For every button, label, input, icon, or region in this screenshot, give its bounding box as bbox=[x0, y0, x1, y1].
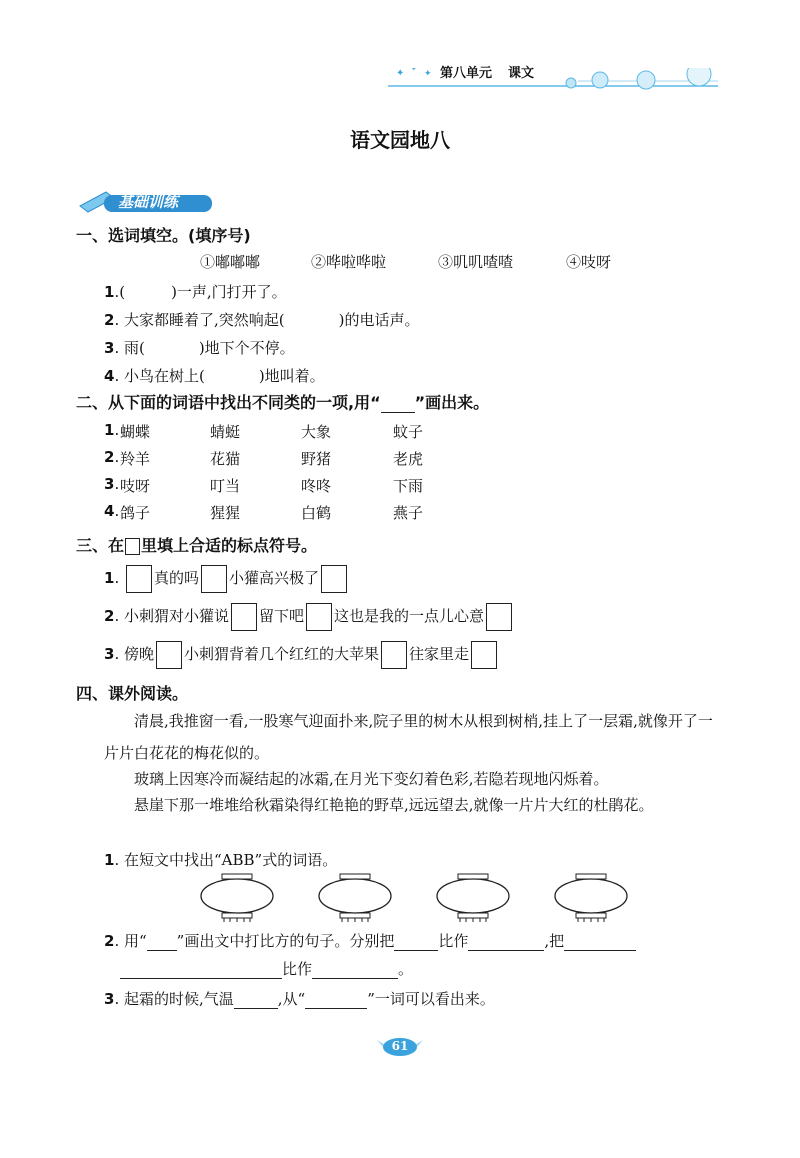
item-text: . 小鸟在树上( bbox=[114, 367, 205, 385]
punctuation-box[interactable] bbox=[306, 603, 332, 631]
s2-row-4: 4. bbox=[104, 502, 120, 520]
heading-text: 二、从下面的词语中找出不同类的一项,用“ bbox=[76, 393, 381, 412]
s1-item-4 bbox=[104, 365, 325, 386]
item-text: 小獾高兴极了 bbox=[229, 569, 320, 587]
word[interactable]: 羚羊 bbox=[120, 450, 151, 468]
item-number: 1 bbox=[104, 421, 115, 439]
item-text: 小刺猬背着几个红红的大苹果 bbox=[184, 645, 380, 663]
box-sample bbox=[125, 538, 140, 555]
item-text: 这也是我的一点儿心意 bbox=[334, 607, 485, 625]
word[interactable]: 老虎 bbox=[393, 450, 424, 468]
item-text: 傍晚 bbox=[124, 645, 155, 663]
reading-paragraph-1: 清晨,我推窗一看,一股寒气迎面扑来,院子里的树木从根到树梢,挂上了一层霜,就像开了一片片白花花的梅花似的。 bbox=[104, 712, 713, 762]
s2-row-3: 3. bbox=[104, 475, 120, 493]
badge-label: 基础训练 bbox=[118, 193, 179, 211]
word[interactable]: 蜻蜓 bbox=[210, 423, 241, 441]
header-lesson: 课文 bbox=[508, 66, 535, 81]
item-text: . 雨( bbox=[114, 339, 145, 357]
item-number: 4 bbox=[104, 502, 115, 520]
header-unit: 第八单元 bbox=[440, 66, 493, 81]
item-number: 3 bbox=[104, 645, 115, 663]
answer-blank[interactable] bbox=[564, 934, 636, 951]
page-number: 61 bbox=[391, 1039, 409, 1053]
answer-blank[interactable] bbox=[312, 962, 398, 979]
item-number: 2 bbox=[104, 607, 115, 625]
s4-question-1 bbox=[104, 849, 337, 870]
star-icon: ✦ bbox=[410, 68, 418, 74]
item-number: 1 bbox=[104, 569, 115, 587]
word[interactable]: 蚊子 bbox=[393, 423, 424, 441]
item-number: 3 bbox=[104, 990, 115, 1008]
section1-heading: 一、选词填空。(填序号) bbox=[76, 226, 251, 245]
item-text: )的电话声。 bbox=[338, 311, 420, 329]
item-text: 真的吗 bbox=[154, 569, 200, 587]
item-number: 1 bbox=[104, 283, 115, 301]
question-text: ”画出文中打比方的句子。分别把 bbox=[176, 932, 395, 950]
item-number: 3 bbox=[104, 475, 115, 493]
s3-item-3: 3. 傍晚 小刺猬背着几个红红的大苹果 往家里走 bbox=[104, 641, 499, 669]
lantern-icon bbox=[201, 874, 273, 922]
star-icon: ✦ bbox=[396, 68, 405, 79]
question-text: ,把 bbox=[544, 932, 565, 950]
item-number: 2 bbox=[104, 932, 115, 950]
s4-question-2 bbox=[104, 930, 636, 951]
reading-paragraph-2: 玻璃上因寒冷而凝结起的冰霜,在月光下变幻着色彩,若隐若现地闪烁着。 bbox=[134, 770, 609, 788]
answer-blank[interactable] bbox=[120, 962, 282, 979]
section4-heading: 四、课外阅读。 bbox=[76, 684, 189, 703]
answer-blank[interactable] bbox=[468, 934, 544, 951]
question-text: 。 bbox=[398, 960, 414, 978]
item-text: .( bbox=[114, 283, 126, 301]
question-text: . 起霜的时候,气温 bbox=[114, 990, 234, 1008]
item-text: )一声,门打开了。 bbox=[171, 283, 287, 301]
header-bar bbox=[388, 68, 718, 90]
option-4: ④吱呀 bbox=[566, 253, 612, 271]
star-icon: ✦ bbox=[424, 69, 432, 79]
item-text: 留下吧 bbox=[259, 607, 305, 625]
s3-item-2: 2. 小刺猬对小獾说 留下吧 这也是我的一点儿心意 bbox=[104, 603, 514, 631]
option-3: ③叽叽喳喳 bbox=[438, 253, 514, 271]
question-text: . 在短文中找出“ABB”式的词语。 bbox=[114, 851, 338, 869]
item-number: 4 bbox=[104, 367, 115, 385]
word[interactable]: 吱呀 bbox=[120, 477, 151, 495]
s2-row-1: 1. bbox=[104, 421, 120, 439]
page-title: 语文园地八 bbox=[350, 128, 450, 152]
word[interactable]: 咚咚 bbox=[301, 477, 332, 495]
question-text: . 用“ bbox=[114, 932, 147, 950]
lantern-answer-row bbox=[200, 872, 640, 924]
punctuation-box[interactable] bbox=[231, 603, 257, 631]
item-text: 往家里走 bbox=[409, 645, 470, 663]
item-number: 2 bbox=[104, 448, 115, 466]
s2-row-2: 2. bbox=[104, 448, 120, 466]
s4-question-3 bbox=[104, 988, 495, 1009]
item-number: 3 bbox=[104, 339, 115, 357]
question-text: ”一词可以看出来。 bbox=[367, 990, 495, 1008]
answer-blank[interactable] bbox=[305, 992, 367, 1009]
lantern-icon bbox=[319, 874, 391, 922]
answer-blank[interactable] bbox=[394, 934, 438, 951]
question-text: 比作 bbox=[282, 960, 313, 978]
section3-heading bbox=[76, 533, 317, 556]
word[interactable]: 猩猩 bbox=[210, 504, 241, 522]
word[interactable]: 白鹤 bbox=[301, 504, 332, 522]
question-text: ,从“ bbox=[277, 990, 306, 1008]
item-number: 2 bbox=[104, 311, 115, 329]
punctuation-box[interactable] bbox=[321, 565, 347, 593]
word[interactable]: 下雨 bbox=[393, 477, 424, 495]
reading-paragraph-3: 悬崖下那一堆堆给秋霜染得红艳艳的野草,远远望去,就像一片片大红的杜鹃花。 bbox=[134, 796, 654, 814]
word[interactable]: 野猪 bbox=[301, 450, 332, 468]
punctuation-box[interactable] bbox=[156, 641, 182, 669]
s1-item-2 bbox=[104, 309, 419, 330]
lantern-icon bbox=[555, 874, 627, 922]
heading-text: 三、在 bbox=[76, 536, 125, 555]
item-text: )地下个不停。 bbox=[198, 339, 295, 357]
underline-sample bbox=[147, 934, 177, 951]
s1-item-1 bbox=[104, 281, 287, 302]
option-2: ②哗啦哗啦 bbox=[311, 253, 387, 271]
word[interactable]: 叮当 bbox=[210, 477, 241, 495]
punctuation-box[interactable] bbox=[381, 641, 407, 669]
word[interactable]: 花猫 bbox=[210, 450, 241, 468]
section2-heading bbox=[76, 390, 489, 413]
item-text: 小刺猬对小獾说 bbox=[124, 607, 230, 625]
punctuation-box[interactable] bbox=[471, 641, 497, 669]
question-text: 比作 bbox=[438, 932, 469, 950]
s1-item-3 bbox=[104, 337, 295, 358]
punctuation-box[interactable] bbox=[201, 565, 227, 593]
header-decoration bbox=[388, 68, 718, 92]
section-badge bbox=[76, 188, 216, 214]
heading-text: 里填上合适的标点符号。 bbox=[141, 536, 318, 555]
s4-question-2-cont bbox=[120, 958, 413, 979]
punctuation-box[interactable] bbox=[126, 565, 152, 593]
word[interactable]: 蝴蝶 bbox=[120, 423, 151, 441]
option-1: ①嘟嘟嘟 bbox=[200, 253, 261, 271]
answer-blank[interactable] bbox=[234, 992, 278, 1009]
heading-text: ”画出来。 bbox=[414, 393, 490, 412]
item-text: . 大家都睡着了,突然响起( bbox=[114, 311, 285, 329]
word[interactable]: 大象 bbox=[301, 423, 332, 441]
item-number: 1 bbox=[104, 851, 115, 869]
word[interactable]: 燕子 bbox=[393, 504, 424, 522]
s3-item-1: 1. 真的吗 小獾高兴极了 bbox=[104, 565, 349, 593]
lantern-icon bbox=[437, 874, 509, 922]
punctuation-box[interactable] bbox=[486, 603, 512, 631]
underline-sample bbox=[381, 396, 415, 413]
item-text: )地叫着。 bbox=[258, 367, 325, 385]
word[interactable]: 鸽子 bbox=[120, 504, 151, 522]
